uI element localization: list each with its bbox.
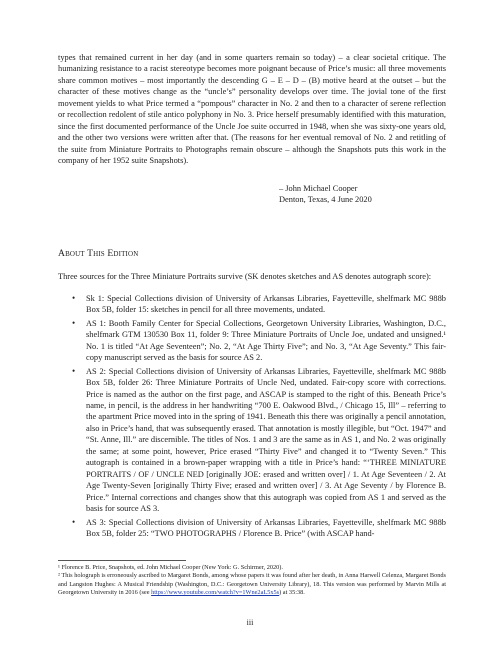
footnote-2-tail: ) at 35:38. — [279, 589, 305, 597]
footnote-1: ¹ Florence B. Price, Snapshots, ed. John Michael Cooper (New York: G. Schirmer, 2020). — [58, 564, 283, 571]
main-text — [58, 52, 446, 541]
source-item-as2: • AS 2: Special Collections division of University of Arkansas Libraries, Fayetteville, shelfmark MC 988b Box 5B, folder 26: Three Miniature Portraits of Uncle Ned, undated. Fair-copy score with corrections. Price is named as the author on the first page, and ASCAP is stamped to the right of this. Beneath Price’s name, in pencil, is the address in her handwriting “700 E. Oakwood Blvd., / Chicago 15, Ill” – referring to the apartment Price moved into in the spring of 1941. Beneath this there was originally a pencil annotation, also in Price’s hand, that was subsequently erased. That annotation is mostly illegible, but “Oct. 1947” and “St. Anne, Ill.” are discernible. The titles of Nos. 1 and 3 are the same as in AS 1, and No. 2 was originally the same; at some point, however, Price erased “Thirty Five” and changed it to “Twenty Seven.” This autograph is contained in a brown-paper wrapping with a title in Price’s hand: “‘THREE MINIATURE PORTRAITS / OF / UNCLE NED [originally JOE: erased and written over] / 1. At Age Seventeen / 2. At Age Twenty-Seven [originally Thirty Five; erased and written over] / 3. At Age Seventy / by Florence B. Price.” Internal corrections and changes show that this autograph was copied from AS 1 and served as the basis for source AS 3. — [86, 366, 446, 515]
footnote-link[interactable]: https://www.youtube.com/watch?v=1Wne2aL5x5s — [151, 589, 280, 597]
signature-place-date: Denton, Texas, 4 June 2020 — [279, 194, 372, 204]
source-item-sk1: • Sk 1: Special Collections division of University of Arkansas Libraries, Fayetteville, shelfmark MC 988b Box 5B, folder 15: sketches in pencil for all three movements, undated. — [86, 293, 446, 316]
page-number: iii — [246, 618, 254, 627]
section-heading: About This Edition — [58, 248, 139, 260]
source-item-as3: • AS 3: Special Collections division of University of Arkansas Libraries, Fayetteville, shelfmark MC 988b Box 5B, folder 25: “TWO PHOTOGRAPHS / Florence B. Price” (with ASCAP hand- — [86, 517, 446, 540]
footnote-2 — [58, 572, 446, 597]
footnote-2-text: ² This holograph is erroneously ascribed to Margaret Bonds, among whose papers it was found after her death, in Anna Harwell Celenza, Margaret Bonds and Langston Hughes: A Musical Friendship (Washington, D.C.: Georgetown University Library), 18. This version was performed by Marvin Mills at Georgetown University in 2016 (see — [58, 572, 446, 597]
source-list — [58, 293, 446, 540]
sources-intro: Three sources for the Three Miniature Portraits survive (SK denotes sketches and AS denotes autograph score): — [58, 272, 432, 282]
footnote-divider — [58, 560, 186, 561]
signature-name: – John Michael Cooper — [279, 183, 358, 193]
author-signature — [279, 183, 446, 206]
source-item-as1: • AS 1: Booth Family Center for Special Collections, Georgetown University Libraries, Washington, D.C., shelfmark GTM 130530 Box 11, folder 9: Three Miniature Portraits of Uncle Joe, undated and unsigned.¹ No. 1 is titled “At Age Seventeen”; No. 2, “At Age Thirty Five”; and No. 3, “At Age Seventy.” This fair-copy manuscript served as the basis for source AS 2. — [86, 318, 446, 364]
body-paragraph: types that remained current in her day (and in some quarters remain so today) – a clear societal critique. The humanizing resistance to a racist stereotype becomes more poignant because of Price’s music: all three movements share common motives – most importantly the descending G – E – D – (B) motive heard at the outset – but the character of these motives change as the “uncle’s” personality develops over time. The jovial tone of the first movement yields to what Price termed a “pompous” character in No. 2 and then to a character of serene reflection or recollection redolent of stile antico polyphony in No. 3. Price herself presumably identified with this maturation, since the first documented performance of the Uncle Joe suite occurred in 1948, when she was sixty-one years old, and the other two versions were written after that. (The reasons for her eventual removal of No. 2 and retitling of the suite from Miniature Portraits to Photographs remain obscure – although the Snapshots puts this work in the company of her 1952 suite Snapshots). — [58, 53, 446, 166]
footnotes — [58, 560, 446, 598]
